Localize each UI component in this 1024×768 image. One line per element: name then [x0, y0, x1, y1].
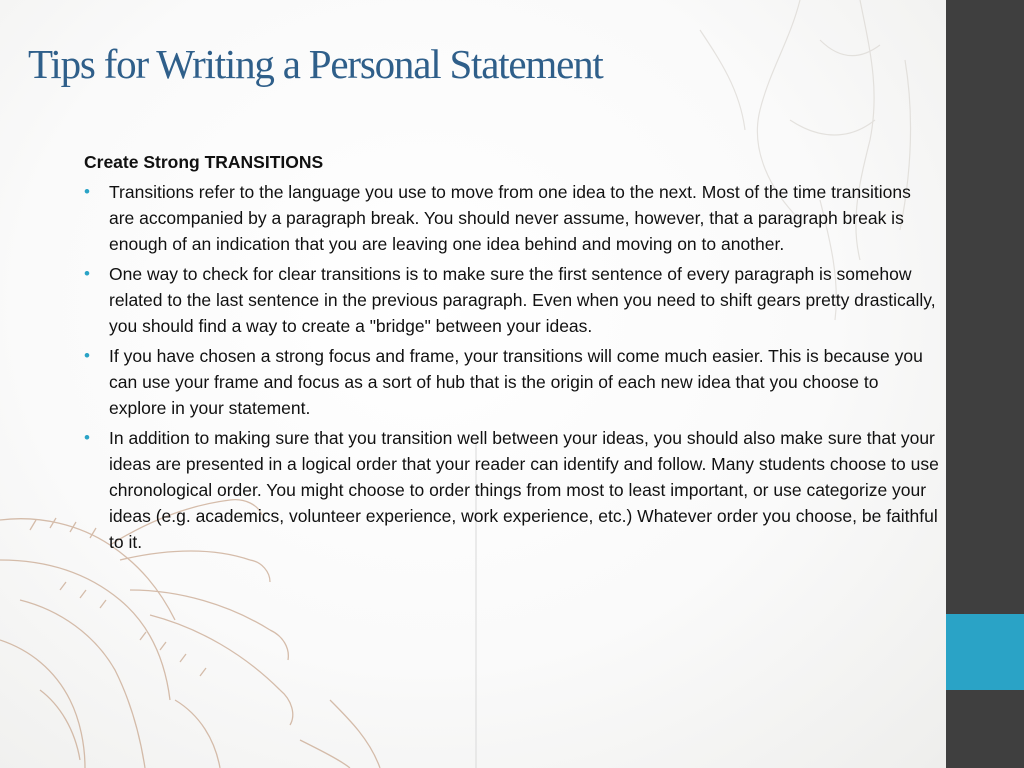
bullet-text: One way to check for clear transitions is to make sure the first sentence of every paragraph is somehow related to the last sentence in the previous paragraph. Even when you need to shift gears pretty drastically, you should find a way to create a "bridge" between your ideas.	[109, 264, 936, 336]
bullet-icon: •	[84, 346, 90, 365]
bullet-icon: •	[84, 182, 90, 201]
bullet-text: In addition to making sure that you transition well between your ideas, you should also make sure that your ideas are presented in a logical order that your reader can identify and follow. Many students choose to use chronological order. You might choose to order things from most to least important, or use categorize your ideas (e.g. academics, volunteer experience, work experience, etc.) Whatever order you choose, be faithful to it.	[109, 428, 939, 552]
bullet-text: If you have chosen a strong focus and frame, your transitions will come much easier. This is because you can use your frame and focus as a sort of hub that is the origin of each new idea that you choose to explore in your statement.	[109, 346, 923, 418]
bullet-item	[84, 261, 940, 339]
slide-content	[84, 150, 940, 559]
bullet-icon: •	[84, 264, 90, 283]
bullet-text: Transitions refer to the language you use to move from one idea to the next. Most of the time transitions are accompanied by a paragraph break. You should never assume, however, that a paragraph break is enough of an indication that you are leaving one idea behind and moving on to another.	[109, 182, 911, 254]
bullet-item	[84, 179, 940, 257]
bullet-item	[84, 343, 940, 421]
slide-title: Tips for Writing a Personal Statement	[28, 41, 603, 87]
bullet-item	[84, 425, 940, 555]
bullet-icon: •	[84, 428, 90, 447]
section-heading: Create Strong TRANSITIONS	[84, 152, 324, 172]
bullet-list	[84, 179, 940, 555]
sidebar-accent-block	[946, 614, 1024, 690]
